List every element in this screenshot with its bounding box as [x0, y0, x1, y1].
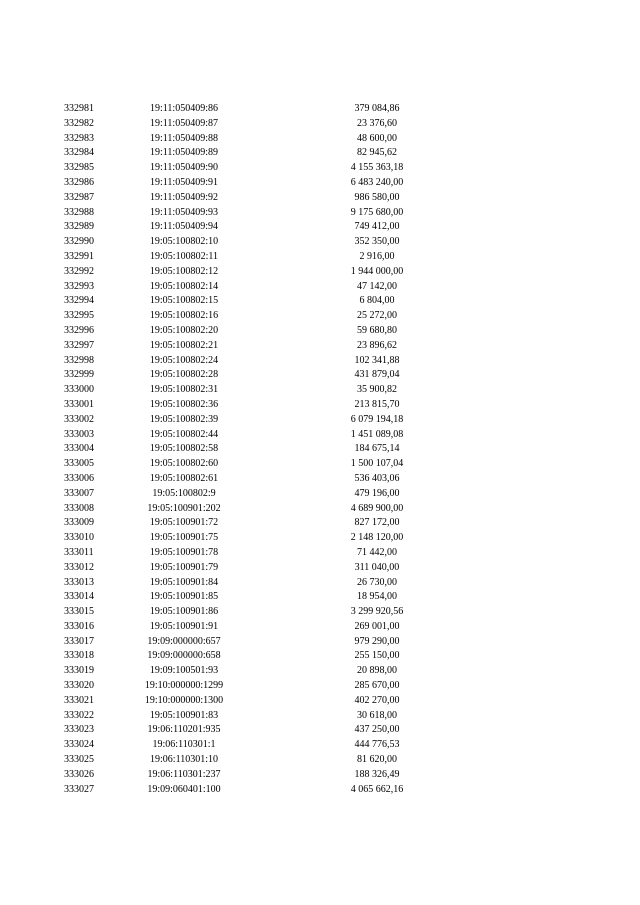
row-amount: 23 896,62	[357, 339, 397, 351]
row-id: 332984	[64, 147, 94, 159]
row-amount: 269 001,00	[354, 620, 400, 632]
row-reference: 19:05:100802:61	[149, 472, 219, 484]
row-amount: 536 403,06	[354, 472, 400, 484]
row-reference: 19:06:110301:1	[152, 739, 216, 751]
row-amount: 47 142,00	[357, 280, 397, 292]
row-reference: 19:05:100901:72	[149, 517, 219, 529]
table-row	[0, 220, 640, 235]
row-id: 333012	[64, 561, 94, 573]
row-reference: 19:05:100802:39	[149, 413, 219, 425]
table-row	[0, 768, 640, 783]
table-row	[0, 117, 640, 132]
table-row	[0, 368, 640, 383]
row-id: 333013	[64, 576, 94, 588]
table-row	[0, 102, 640, 117]
row-amount: 979 290,00	[354, 635, 400, 647]
row-id: 333025	[64, 754, 94, 766]
row-id: 332995	[64, 310, 94, 322]
row-id: 332992	[64, 265, 94, 277]
table-row	[0, 294, 640, 309]
row-amount: 6 483 240,00	[350, 176, 404, 188]
table-row	[0, 442, 640, 457]
row-id: 332994	[64, 295, 94, 307]
row-amount: 2 148 120,00	[350, 532, 404, 544]
row-id: 333026	[64, 768, 94, 780]
row-amount: 188 326,49	[354, 768, 400, 780]
row-amount: 379 084,86	[354, 103, 400, 114]
table-row	[0, 635, 640, 650]
row-amount: 4 155 363,18	[350, 162, 404, 174]
row-id: 333024	[64, 739, 94, 751]
row-id: 332997	[64, 339, 94, 351]
table-row	[0, 354, 640, 369]
row-id: 333004	[64, 443, 94, 455]
table-row	[0, 280, 640, 295]
row-id: 333009	[64, 517, 94, 529]
row-reference: 19:05:100802:21	[149, 339, 219, 351]
row-reference: 19:11:050409:87	[150, 117, 218, 129]
row-amount: 1 451 089,08	[350, 428, 404, 440]
row-reference: 19:11:050409:94	[150, 221, 218, 233]
table-row	[0, 146, 640, 161]
row-reference: 19:05:100802:31	[149, 384, 219, 396]
row-reference: 19:05:100901:86	[149, 606, 219, 618]
table-row	[0, 457, 640, 472]
row-reference: 19:05:100901:85	[149, 591, 219, 603]
table-row	[0, 398, 640, 413]
row-id: 332993	[64, 280, 94, 292]
row-id: 332991	[64, 250, 94, 262]
row-id: 332989	[64, 221, 94, 233]
row-id: 333018	[64, 650, 94, 662]
row-id: 333007	[64, 487, 94, 499]
row-id: 332998	[64, 354, 94, 366]
table-row	[0, 709, 640, 724]
row-id: 332987	[64, 191, 94, 203]
table-row	[0, 383, 640, 398]
row-id: 332983	[64, 132, 94, 144]
row-id: 333022	[64, 709, 94, 721]
row-reference: 19:05:100802:9	[152, 487, 216, 499]
row-amount: 444 776,53	[354, 739, 400, 751]
row-id: 332999	[64, 369, 94, 381]
table-row	[0, 723, 640, 738]
row-reference: 19:05:100802:10	[149, 236, 219, 248]
table-row	[0, 132, 640, 147]
row-id: 333008	[64, 502, 94, 514]
row-amount: 20 898,00	[357, 665, 397, 677]
row-reference: 19:11:050409:90	[150, 162, 218, 174]
row-amount: 213 815,70	[354, 398, 400, 410]
row-reference: 19:11:050409:89	[150, 147, 218, 159]
row-id: 333014	[64, 591, 94, 603]
row-id: 333016	[64, 620, 94, 632]
row-reference: 19:05:100802:36	[149, 398, 219, 410]
row-amount: 184 675,14	[354, 443, 400, 455]
row-reference: 19:05:100802:24	[149, 354, 219, 366]
row-id: 333020	[64, 680, 94, 692]
row-amount: 479 196,00	[354, 487, 400, 499]
table-row	[0, 546, 640, 561]
table-row	[0, 620, 640, 635]
row-reference: 19:05:100802:16	[149, 310, 219, 322]
row-id: 332985	[64, 162, 94, 174]
row-id: 333005	[64, 458, 94, 470]
row-amount: 102 341,88	[354, 354, 400, 366]
row-amount: 352 350,00	[354, 236, 400, 248]
row-reference: 19:05:100802:20	[149, 324, 219, 336]
row-reference: 19:10:000000:1300	[144, 694, 224, 706]
row-reference: 19:09:000000:658	[147, 650, 221, 662]
row-reference: 19:05:100802:58	[149, 443, 219, 455]
row-reference: 19:11:050409:92	[150, 191, 218, 203]
table-row	[0, 176, 640, 191]
row-amount: 255 150,00	[354, 650, 400, 662]
table-row	[0, 502, 640, 517]
row-reference: 19:05:100901:79	[149, 561, 219, 573]
row-id: 332996	[64, 324, 94, 336]
row-amount: 986 580,00	[354, 191, 400, 203]
row-id: 333001	[64, 398, 94, 410]
row-id: 333015	[64, 606, 94, 618]
table-row	[0, 783, 640, 798]
row-reference: 19:05:100901:202	[147, 502, 221, 514]
row-id: 332990	[64, 236, 94, 248]
row-amount: 437 250,00	[354, 724, 400, 736]
table-row	[0, 516, 640, 531]
row-amount: 2 916,00	[359, 250, 395, 262]
table-row	[0, 531, 640, 546]
row-amount: 81 620,00	[357, 754, 397, 766]
row-amount: 26 730,00	[357, 576, 397, 588]
row-id: 333000	[64, 384, 94, 396]
row-reference: 19:09:000000:657	[147, 635, 221, 647]
row-id: 333011	[64, 546, 94, 558]
row-reference: 19:11:050409:91	[150, 176, 218, 188]
row-amount: 9 175 680,00	[350, 206, 404, 218]
table-row	[0, 339, 640, 354]
table-row	[0, 487, 640, 502]
table-row	[0, 265, 640, 280]
row-amount: 25 272,00	[357, 310, 397, 322]
row-amount: 18 954,00	[357, 591, 397, 603]
table-row	[0, 679, 640, 694]
row-amount: 59 680,80	[357, 324, 397, 336]
row-reference: 19:05:100901:84	[149, 576, 219, 588]
row-reference: 19:11:050409:93	[150, 206, 218, 218]
table-row	[0, 590, 640, 605]
table-row	[0, 428, 640, 443]
row-reference: 19:11:050409:88	[150, 132, 218, 144]
table-row	[0, 561, 640, 576]
row-reference: 19:09:060401:100	[147, 783, 221, 795]
row-reference: 19:09:100501:93	[149, 665, 219, 677]
row-id: 333017	[64, 635, 94, 647]
row-id: 333006	[64, 472, 94, 484]
row-reference: 19:05:100802:15	[149, 295, 219, 307]
row-id: 332988	[64, 206, 94, 218]
table-row	[0, 250, 640, 265]
row-amount: 35 900,82	[357, 384, 397, 396]
row-amount: 6 079 194,18	[350, 413, 404, 425]
table-row	[0, 309, 640, 324]
row-reference: 19:05:100802:12	[149, 265, 219, 277]
row-amount: 23 376,60	[357, 117, 397, 129]
row-amount: 82 945,62	[357, 147, 397, 159]
row-amount: 6 804,00	[359, 295, 395, 307]
table-row	[0, 605, 640, 620]
row-amount: 30 618,00	[357, 709, 397, 721]
table-row	[0, 753, 640, 768]
row-amount: 4 689 900,00	[350, 502, 404, 514]
row-id: 332982	[64, 117, 94, 129]
row-reference: 19:05:100802:44	[149, 428, 219, 440]
table-row	[0, 664, 640, 679]
data-table	[0, 102, 640, 797]
row-id: 333002	[64, 413, 94, 425]
table-row	[0, 191, 640, 206]
row-amount: 3 299 920,56	[350, 606, 404, 618]
row-id: 333010	[64, 532, 94, 544]
row-id: 332986	[64, 176, 94, 188]
row-reference: 19:05:100802:28	[149, 369, 219, 381]
row-id: 333019	[64, 665, 94, 677]
table-row	[0, 324, 640, 339]
row-amount: 431 879,04	[354, 369, 400, 381]
row-amount: 402 270,00	[354, 694, 400, 706]
row-reference: 19:05:100802:11	[150, 250, 218, 262]
row-amount: 1 500 107,04	[350, 458, 404, 470]
table-row	[0, 649, 640, 664]
row-reference: 19:05:100802:14	[149, 280, 219, 292]
row-id: 333023	[64, 724, 94, 736]
row-id: 333027	[64, 783, 94, 795]
table-row	[0, 161, 640, 176]
row-reference: 19:05:100901:91	[149, 620, 219, 632]
row-id: 333021	[64, 694, 94, 706]
table-row	[0, 413, 640, 428]
row-id: 333003	[64, 428, 94, 440]
row-amount: 311 040,00	[354, 561, 400, 573]
row-amount: 48 600,00	[357, 132, 397, 144]
table-row	[0, 206, 640, 221]
row-reference: 19:06:110301:237	[147, 768, 221, 780]
table-row	[0, 235, 640, 250]
row-reference: 19:05:100802:60	[149, 458, 219, 470]
row-reference: 19:06:110201:935	[147, 724, 221, 736]
row-reference: 19:05:100901:75	[149, 532, 219, 544]
row-amount: 71 442,00	[357, 546, 397, 558]
row-reference: 19:11:050409:86	[150, 103, 218, 114]
row-id: 332981	[64, 103, 94, 114]
row-amount: 285 670,00	[354, 680, 400, 692]
row-reference: 19:05:100901:78	[149, 546, 219, 558]
table-row	[0, 694, 640, 709]
row-amount: 1 944 000,00	[350, 265, 404, 277]
table-row	[0, 738, 640, 753]
row-reference: 19:05:100901:83	[149, 709, 219, 721]
table-row	[0, 576, 640, 591]
row-amount: 749 412,00	[354, 221, 400, 233]
row-amount: 827 172,00	[354, 517, 400, 529]
row-amount: 4 065 662,16	[350, 783, 404, 795]
table-row	[0, 472, 640, 487]
row-reference: 19:06:110301:10	[150, 754, 218, 766]
row-reference: 19:10:000000:1299	[144, 680, 224, 692]
